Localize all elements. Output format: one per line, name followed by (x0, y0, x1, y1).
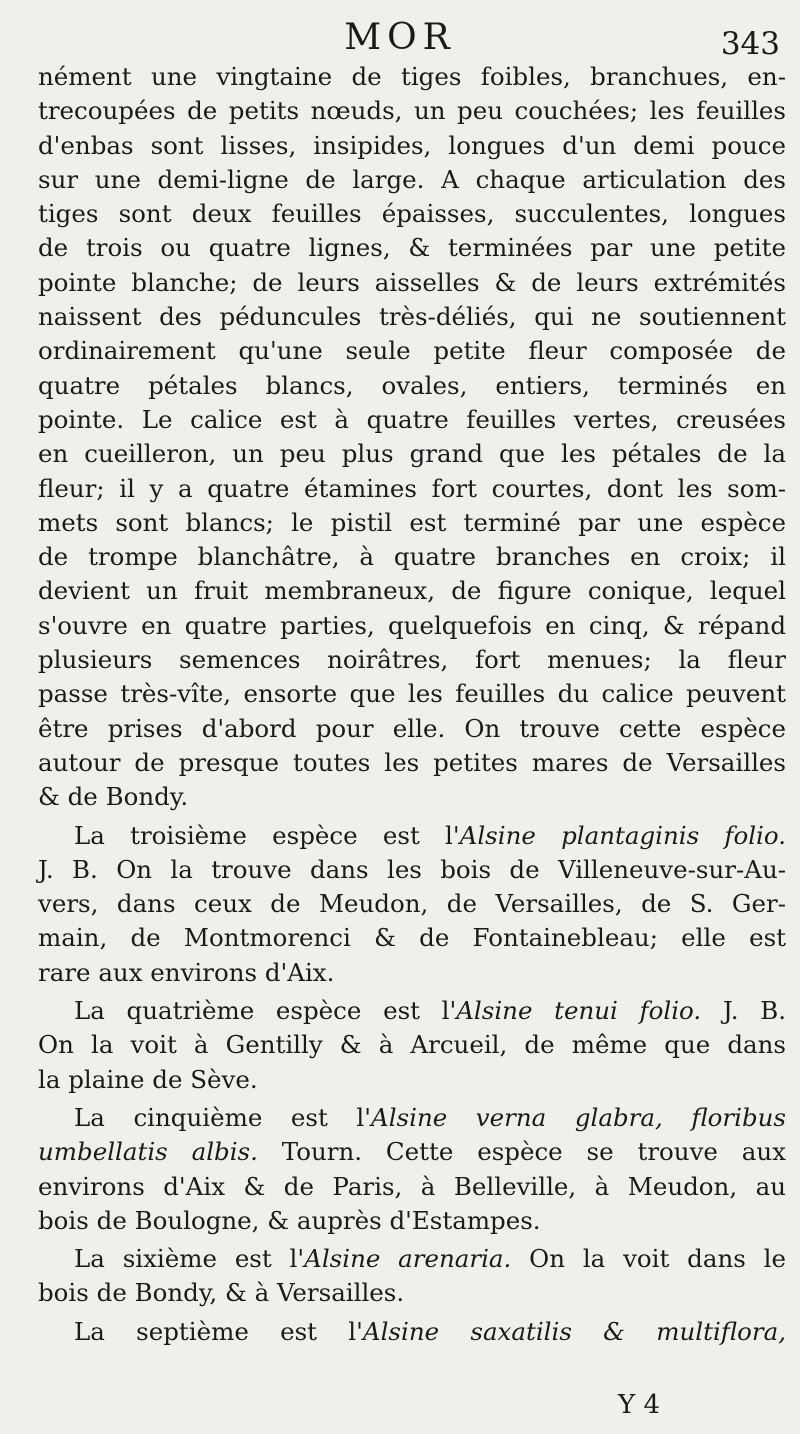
text-line (38, 506, 786, 540)
text-segment: sur une demi-ligne de large. A chaque articulation des (38, 164, 786, 194)
text-line (38, 1242, 786, 1276)
text-segment: passe très-vîte, ensorte que les feuilles du calice peuvent (38, 679, 786, 709)
text-line (38, 1170, 786, 1204)
text-line (38, 1315, 786, 1349)
text-segment: autour de presque toutes les petites mares de Versailles (38, 747, 786, 777)
text-line (38, 197, 786, 231)
text-line (38, 163, 786, 197)
text-segment: mets sont blancs; le pistil est terminé par une espèce (38, 507, 786, 537)
text-segment: devient un fruit membraneux, de figure conique, lequel (38, 576, 786, 606)
text-segment: On la voit dans le (511, 1244, 786, 1274)
text-segment: J. B. (701, 996, 786, 1026)
text-line (38, 819, 786, 853)
text-line (38, 994, 786, 1028)
text-segment: Tourn. Cette espèce se trouve aux (257, 1137, 786, 1167)
text-line (38, 94, 786, 128)
text-segment: La sixième est l' (74, 1244, 305, 1274)
text-line (38, 1028, 786, 1062)
text-line (38, 60, 786, 94)
text-segment: de trois ou quatre lignes, & terminées par une petite (38, 233, 786, 263)
footer-signature (0, 1388, 800, 1422)
text-line (38, 403, 786, 437)
text-segment: vers, dans ceux de Meudon, de Versailles, de S. Ger- (38, 889, 786, 919)
body-text (38, 60, 786, 1349)
text-line (38, 1276, 786, 1310)
italic-text: Alsine plantaginis folio. (459, 820, 786, 850)
text-line (38, 853, 786, 887)
running-head-title: MOR (344, 17, 456, 58)
text-segment: J. B. On la trouve dans les bois de Villeneuve-sur-Au- (38, 854, 786, 884)
text-segment: ordinairement qu'une seule petite fleur composée de (38, 336, 786, 366)
text-segment: fleur; il y a quatre étamines fort courtes, dont les som- (38, 473, 786, 503)
text-segment: La septième est l' (74, 1316, 363, 1346)
text-line (38, 1101, 786, 1135)
signature-mark: Y 4 (618, 1390, 660, 1420)
text-line (38, 1135, 786, 1169)
text-line (38, 1204, 786, 1238)
text-line (38, 1063, 786, 1097)
text-segment: en cueilleron, un peu plus grand que les pétales de la (38, 439, 786, 469)
text-segment: quatre pétales blancs, ovales, entiers, terminés en (38, 370, 786, 400)
text-line (38, 540, 786, 574)
italic-text: umbellatis albis. (38, 1137, 258, 1167)
text-line (38, 574, 786, 608)
text-segment: être prises d'abord pour elle. On trouve cette espèce (38, 713, 786, 743)
italic-text: Alsine arenaria. (304, 1244, 512, 1274)
running-head (0, 14, 800, 60)
text-segment: la plaine de Sève. (38, 1064, 258, 1094)
text-line (38, 887, 786, 921)
text-line (38, 712, 786, 746)
text-segment: bois de Bondy, & à Versailles. (38, 1278, 405, 1308)
text-line (38, 129, 786, 163)
text-line (38, 300, 786, 334)
text-segment: On la voit à Gentilly & à Arcueil, de même que dans (38, 1030, 786, 1060)
text-line (38, 437, 786, 471)
text-segment: tiges sont deux feuilles épaisses, succulentes, longues (38, 199, 786, 229)
text-segment: environs d'Aix & de Paris, à Belleville, à Meudon, au (38, 1171, 786, 1201)
italic-text: Alsine tenui folio. (456, 996, 702, 1026)
text-segment: La troisième espèce est l' (74, 820, 460, 850)
text-line (38, 231, 786, 265)
text-segment: d'enbas sont lisses, insipides, longues d'un demi pouce (38, 130, 786, 160)
text-line (38, 921, 786, 955)
text-segment: de trompe blanchâtre, à quatre branches en croix; il (38, 542, 786, 572)
text-segment: naissent des péduncules très-déliés, qui ne soutiennent (38, 302, 786, 332)
text-line (38, 609, 786, 643)
text-segment: s'ouvre en quatre parties, quelquefois en cinq, & répand (38, 610, 786, 640)
text-line (38, 266, 786, 300)
text-line (38, 643, 786, 677)
italic-text: Alsine saxatilis & multiflora, (362, 1316, 786, 1346)
text-line (38, 369, 786, 403)
text-segment: main, de Montmorenci & de Fontainebleau; elle est (38, 923, 786, 953)
text-line (38, 956, 786, 990)
text-segment: La cinquième est l' (74, 1102, 371, 1132)
page-number: 343 (720, 26, 780, 62)
text-line (38, 780, 786, 814)
text-line (38, 746, 786, 780)
text-segment: bois de Boulogne, & auprès d'Estampes. (38, 1205, 541, 1235)
text-segment: trecoupées de petits nœuds, un peu couchées; les feuilles (38, 96, 786, 126)
text-segment: plusieurs semences noirâtres, fort menues; la fleur (38, 645, 786, 675)
text-segment: nément une vingtaine de tiges foibles, branchues, en- (38, 62, 786, 91)
text-segment: pointe. Le calice est à quatre feuilles vertes, creusées (38, 404, 786, 434)
text-segment: rare aux environs d'Aix. (38, 957, 335, 987)
text-segment: La quatrième espèce est l' (74, 996, 457, 1026)
text-segment: & de Bondy. (38, 782, 189, 812)
italic-text: Alsine verna glabra, floribus (371, 1102, 787, 1132)
text-line (38, 472, 786, 506)
text-line (38, 677, 786, 711)
text-line (38, 334, 786, 368)
text-segment: pointe blanche; de leurs aisselles & de leurs extrémités (38, 267, 786, 297)
